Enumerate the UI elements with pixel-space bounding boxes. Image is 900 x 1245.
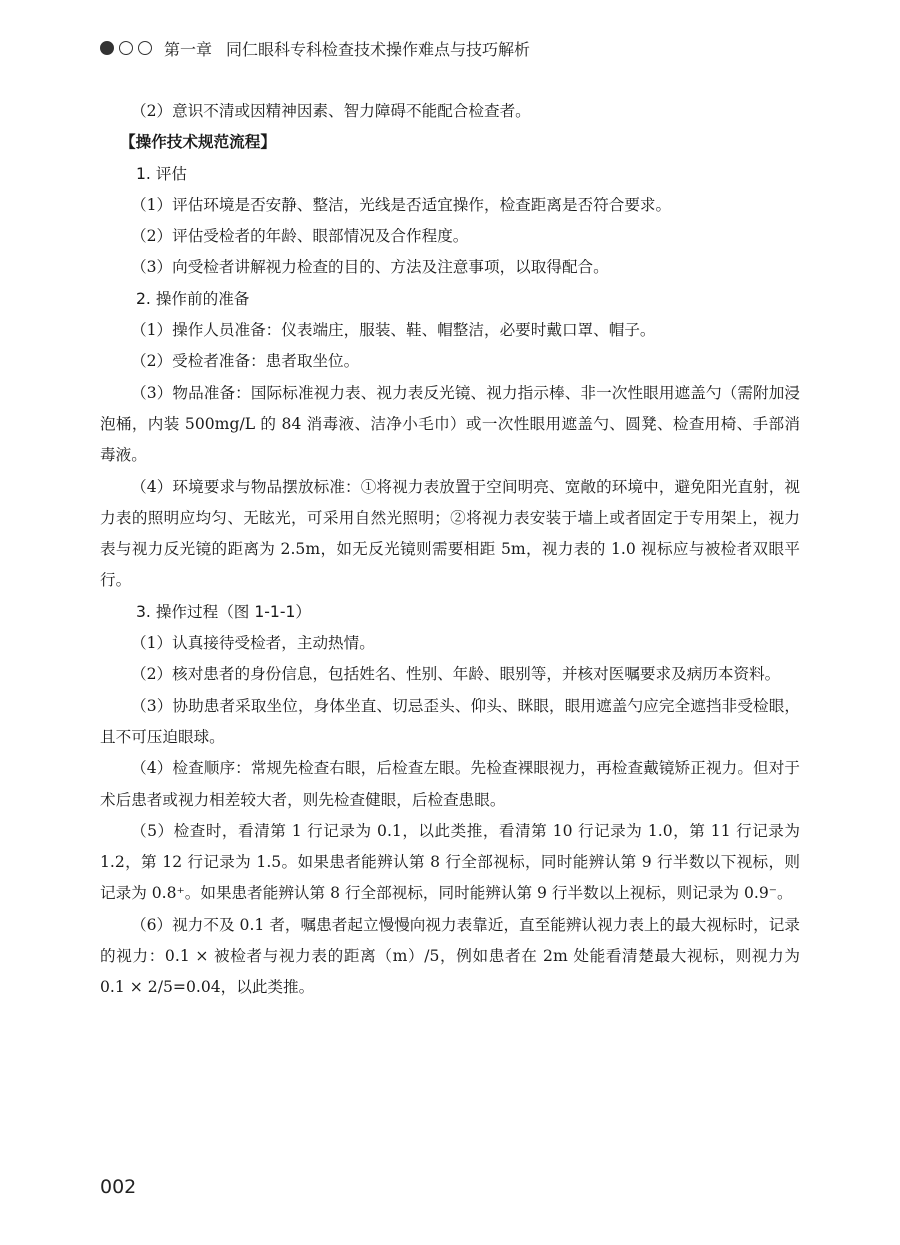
- paragraph: （2）核对患者的身份信息，包括姓名、性别、年龄、眼别等，并核对医嘱要求及病历本资料。: [131, 665, 781, 684]
- running-header: [100, 34, 860, 62]
- paragraph: （4）检查顺序：常规先检查右眼，后检查左眼。先检查裸眼视力，再检查戴镜矫正视力。但对于术后患者或视力相差较大者，则先检查健眼，后检查患眼。: [100, 759, 800, 809]
- subsection-heading: 3. 操作过程（图 1-1-1）: [136, 602, 311, 621]
- paragraph: （3）物品准备：国际标准视力表、视力表反光镜、视力指示棒、非一次性眼用遮盖勺（需附加浸泡桶，内装 500mg/L 的 84 消毒液、洁净小毛巾）或一次性眼用遮盖勺、圆凳、检查用椅、手部消毒液。: [100, 383, 800, 465]
- paragraph: （3）向受检者讲解视力检查的目的、方法及注意事项，以取得配合。: [131, 258, 609, 277]
- paragraph: （4）环境要求与物品摆放标准：①将视力表放置于空间明亮、宽敞的环境中，避免阳光直射，视力表的照明应均匀、无眩光，可采用自然光照明；②将视力表安装于墙上或者固定于专用架上，视力表与视力反光镜的距离为 2.5m，如无反光镜则需要相距 5m，视力表的 1.0 视标应与被检者双眼平行。: [100, 477, 800, 590]
- paragraph: （2）意识不清或因精神因素、智力障碍不能配合检查者。: [131, 102, 531, 120]
- page-number: 002: [100, 1176, 137, 1198]
- paragraph: （2）受检者准备：患者取坐位。: [131, 352, 360, 371]
- subsection-heading: 1. 评估: [136, 164, 188, 183]
- paragraph: （2）评估受检者的年龄、眼部情况及合作程度。: [131, 227, 469, 246]
- paragraph: （5）检查时，看清第 1 行记录为 0.1，以此类推，看清第 10 行记录为 1.0，第 11 行记录为 1.2，第 12 行记录为 1.5。如果患者能辨认第 8 行全部视标，同时能辨认第 9 行半数以下视标，则记录为 0.8⁺。如果患者能辨认第 8 行全部视标，同时能辨认第 9 行半数以上视标，则记录为 0.9⁻。: [100, 821, 805, 903]
- paragraph: （1）评估环境是否安静、整洁，光线是否适宜操作，检查距离是否符合要求。: [131, 195, 672, 214]
- paragraph: （1）认真接待受检者，主动热情。: [131, 634, 375, 653]
- filled-dot-icon: [100, 41, 114, 55]
- empty-dot-icon: [119, 41, 133, 55]
- page-body: [100, 96, 805, 1004]
- header-text: [164, 37, 530, 60]
- paragraph: （1）操作人员准备：仪表端庄，服装、鞋、帽整洁，必要时戴口罩、帽子。: [131, 321, 656, 340]
- section-heading: 【操作技术规范流程】: [120, 133, 276, 152]
- book-title: 同仁眼科专科检查技术操作难点与技巧解析: [226, 39, 531, 59]
- empty-dot-icon: [138, 41, 152, 55]
- paragraph: （6）视力不及 0.1 者，嘱患者起立慢慢向视力表靠近，直至能辨认视力表上的最大视标时，记录的视力：0.1 × 被检者与视力表的距离（m）/5，例如患者在 2m 处能看清楚最大视标，则视力为 0.1 × 2/5=0.04，以此类推。: [100, 915, 805, 997]
- paragraph: （3）协助患者采取坐位，身体坐直、切忌歪头、仰头、眯眼，眼用遮盖勺应完全遮挡非受检眼，且不可压迫眼球。: [100, 696, 800, 746]
- chapter-label: 第一章: [164, 39, 213, 59]
- subsection-heading: 2. 操作前的准备: [136, 289, 250, 308]
- chapter-dots-icon: [100, 41, 152, 55]
